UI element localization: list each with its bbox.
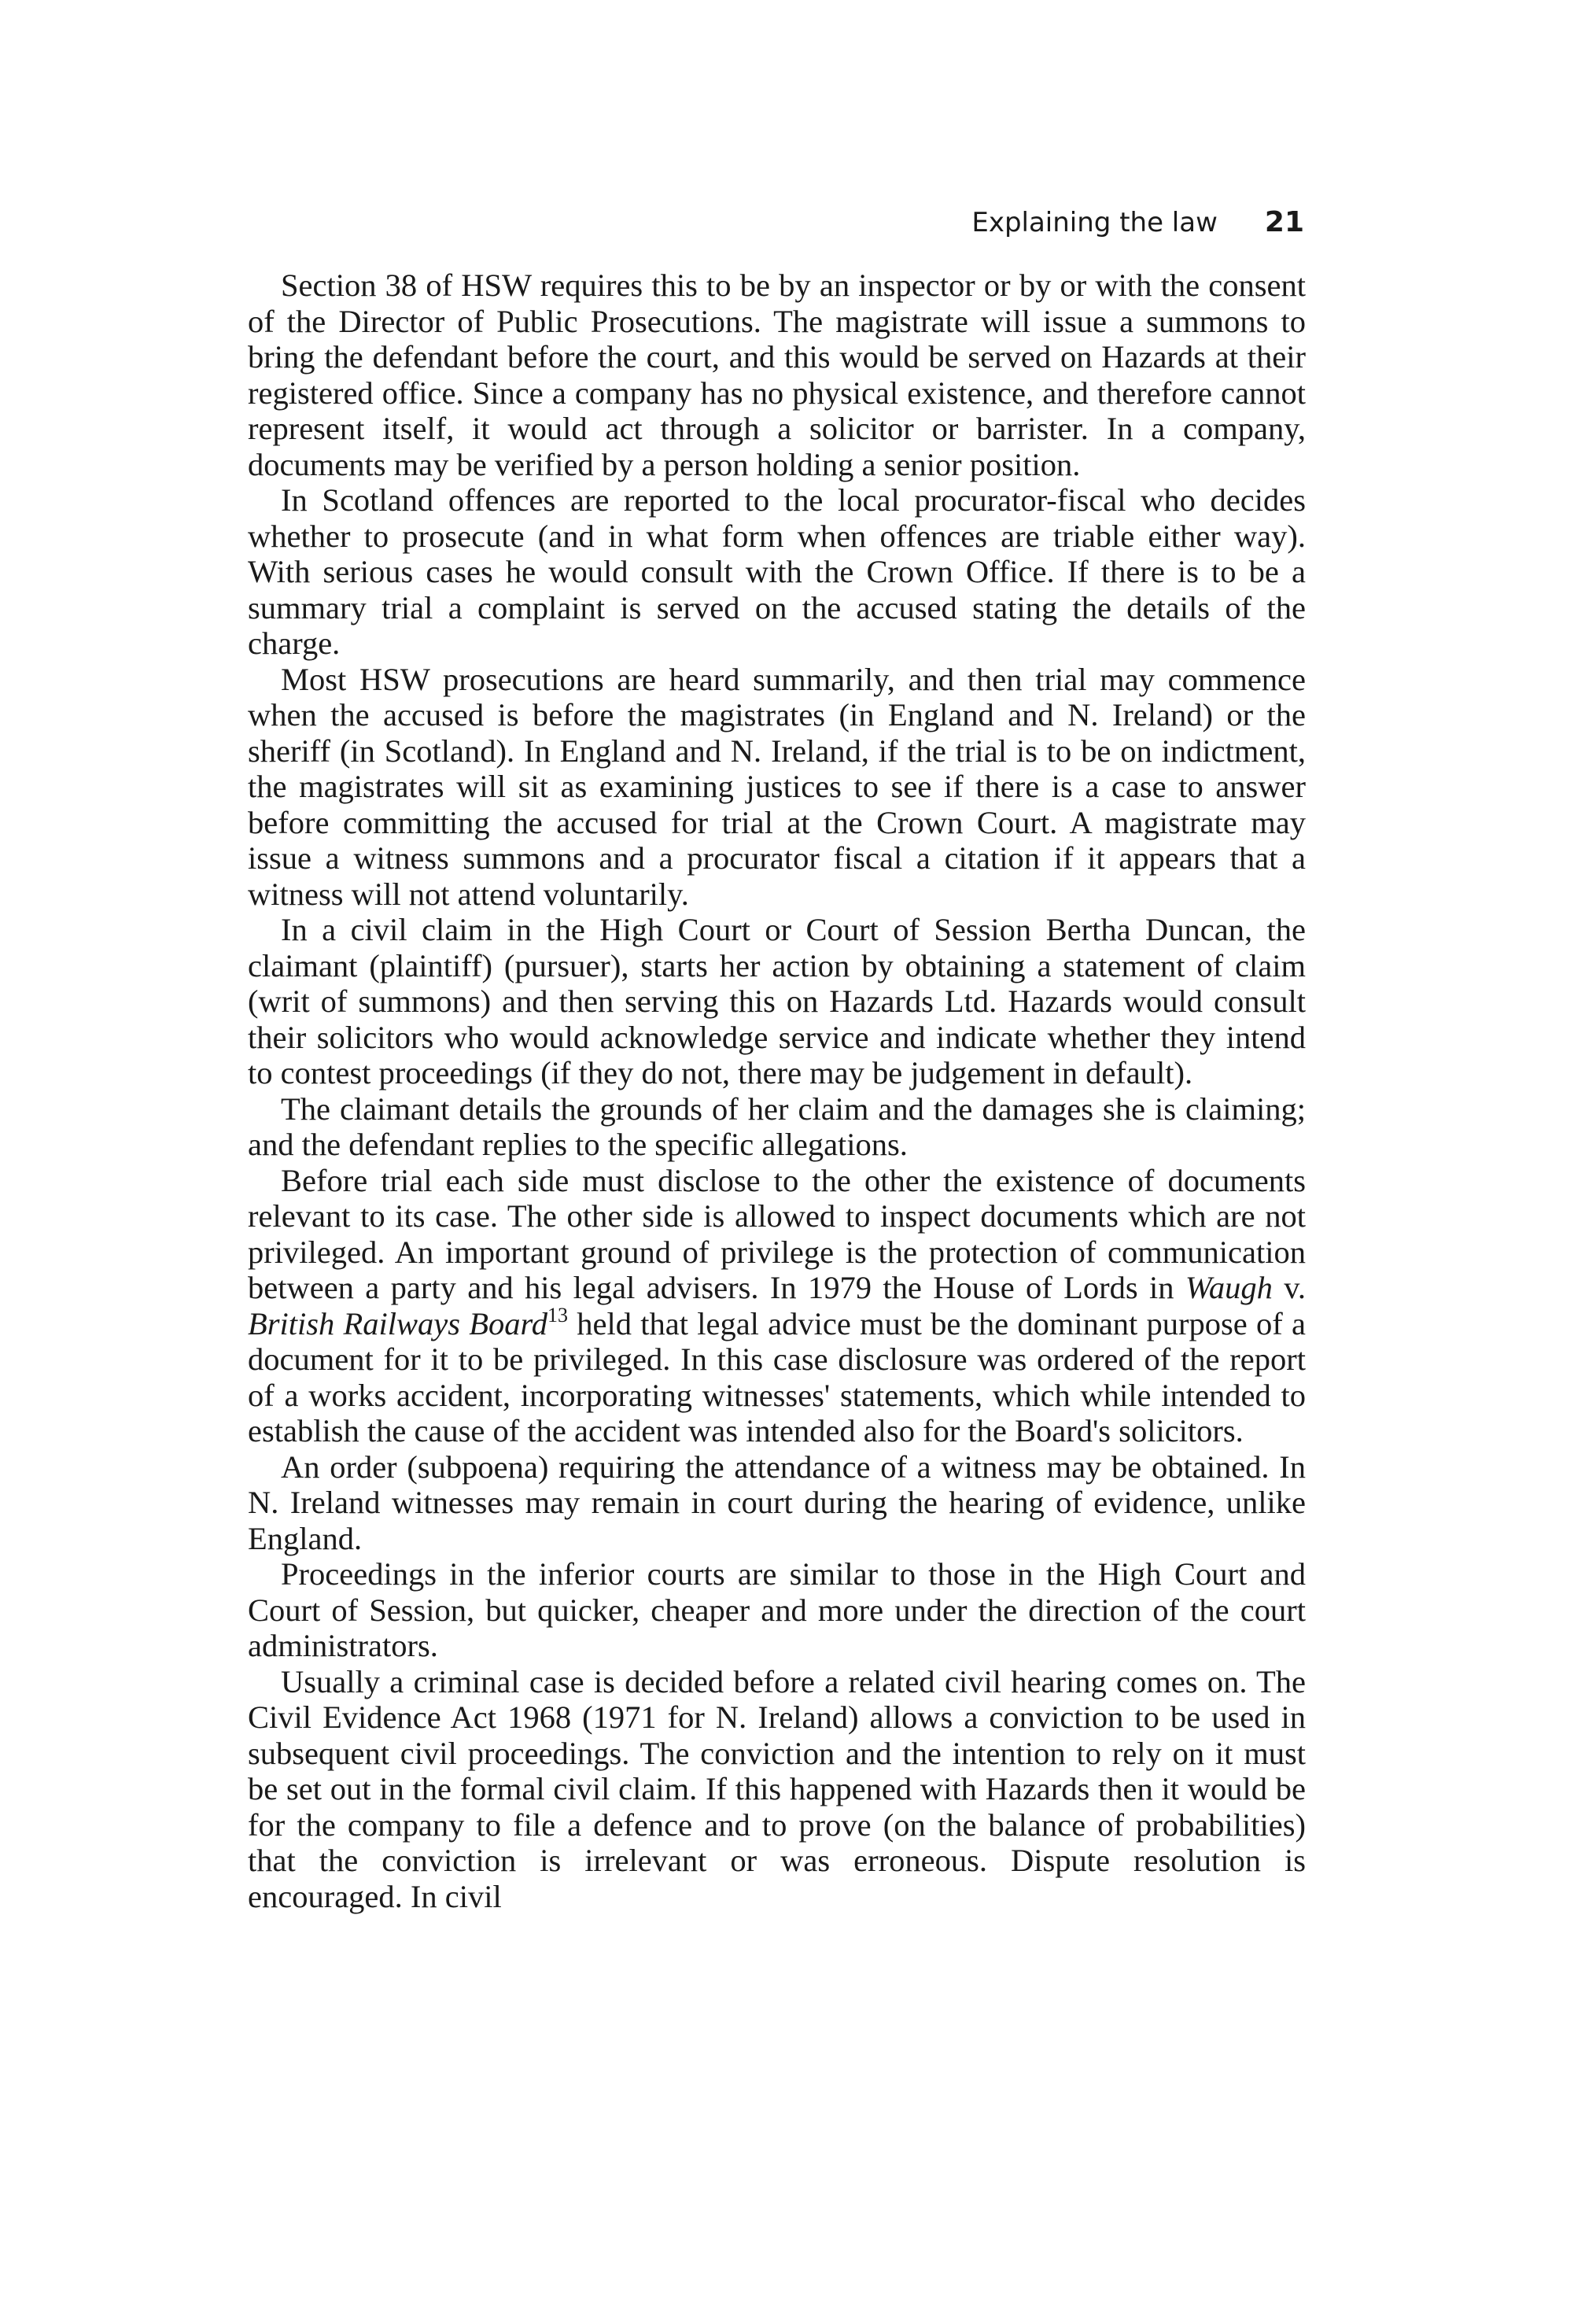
running-head (944, 206, 1304, 238)
paragraph-9: Usually a criminal case is decided before a related civil hearing comes on. The Civil Evidence Act 1968 (1971 for N. Ireland) allows a conviction to be used in subsequent civil proceedings. The conviction and the intention to rely on it must be set out in the formal civil claim. If this happened with Hazards then it would be for the company to file a defence and to prove (on the balance of probabilities) that the conviction is irrelevant or was erroneous. Dispute resolution is encouraged. In civil (248, 1663, 1306, 1914)
paragraph-3: Most HSW prosecutions are heard summarily, and then trial may commence when the accused is before the magistrates (in England and N. Ireland) or the sheriff (in Scotland). In England and N. Ireland, if the trial is to be on indictment, the magistrates will sit as examining justices to see if there is a case to answer before committing the accused for trial at the Crown Court. A magistrate may issue a witness summons and a procurator fiscal a citation if it appears that a witness will not attend voluntarily. (248, 661, 1306, 912)
paragraph-7: An order (subpoena) requiring the attendance of a witness may be obtained. In N. Ireland witnesses may remain in court during the hearing of evidence, unlike England. (248, 1448, 1306, 1556)
paragraph-5: The claimant details the grounds of her claim and the damages she is claiming; and the defendant replies to the specific allegations. (248, 1090, 1306, 1162)
case-party-2: British Railways Board (248, 1305, 548, 1341)
paragraph-8: Proceedings in the inferior courts are similar to those in the High Court and Court of Session, but quicker, cheaper and more under the direction of the court administrators. (248, 1556, 1306, 1663)
paragraph-1: Section 38 of HSW requires this to be by an inspector or by or with the consent of the Director of Public Prosecutions. The magistrate will issue a summons to bring the defendant before the court, and this would be served on Hazards at their registered office. Since a company has no physical existence, and therefore cannot represent itself, it would act through a solicitor or barrister. In a company, documents may be verified by a person holding a senior position. (248, 268, 1306, 482)
running-title: Explaining the law (971, 207, 1218, 238)
paragraph-6-after: held that legal advice must be the dominant purpose of a document for it to be privileged. In this case disclosure was ordered of the report of a works accident, incorporating witnesses' statements, which while intended to establish the cause of the accident was intended also for the Board's solicitors. (248, 1305, 1306, 1448)
paragraph-2: In Scotland offences are reported to the local procurator-fiscal who decides whether to prosecute (and in what form when offences are triable either way). With serious cases he would consult with the Crown Office. If there is to be a summary trial a complaint is served on the accused stating the details of the charge. (248, 482, 1306, 661)
page-number: 21 (1264, 206, 1304, 238)
paragraph-6-before: Before trial each side must disclose to the other the existence of documents relevant to its case. The other side is allowed to inspect documents which are not privileged. An important ground of privilege is the protection of communication between a party and his legal advisers. In 1979 the House of Lords in (248, 1162, 1306, 1305)
body-text (248, 268, 1306, 1914)
footnote-reference: 13 (547, 1303, 569, 1327)
case-versus: v. (1272, 1270, 1306, 1305)
case-party-1: Waugh (1185, 1270, 1273, 1305)
paragraph-6 (248, 1163, 1306, 1449)
paragraph-4: In a civil claim in the High Court or Court of Session Bertha Duncan, the claimant (plaintiff) (pursuer), starts her action by obtaining a statement of claim (writ of summons) and then serving this on Hazards Ltd. Hazards would consult their solicitors who would acknowledge service and indicate whether they intend to contest proceedings (if they do not, there may be judgement in default). (248, 912, 1306, 1090)
